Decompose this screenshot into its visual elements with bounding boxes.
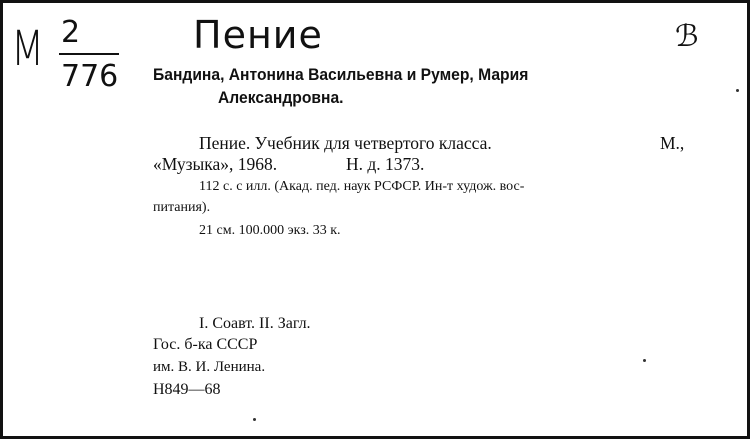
tracings: I. Соавт. II. Загл. — [199, 315, 311, 332]
extent-line-2: питания). — [153, 200, 211, 215]
shelfmark-letter: М — [11, 21, 44, 77]
library-line-2: им. В. И. Ленина. — [153, 359, 266, 375]
publisher-line: «Музыка», 1968. — [153, 154, 278, 174]
shelfmark-denominator: 776 — [61, 59, 119, 94]
handwritten-title: Пение — [193, 13, 323, 57]
authors-line-2: Александровна. — [218, 88, 344, 107]
shelfmark-fraction-bar — [59, 53, 119, 55]
library-line-1: Гос. б-ка СССР — [153, 336, 258, 353]
handwritten-mark: ℬ — [675, 19, 699, 54]
scan-speck — [253, 418, 256, 421]
price-note: Н. д. 1373. — [346, 154, 425, 174]
card-number: Н849—68 — [153, 381, 221, 398]
shelfmark-numerator: 2 — [61, 15, 81, 50]
title-line: Пение. Учебник для четвертого класса. — [199, 133, 492, 153]
authors-line-1: Бандина, Антонина Васильевна и Румер, Мария — [153, 65, 529, 84]
scan-speck — [736, 89, 739, 92]
size-line: 21 см. 100.000 экз. 33 к. — [199, 223, 341, 238]
scan-speck — [643, 359, 646, 362]
extent-line-1: 112 с. с илл. (Акад. пед. наук РСФСР. Ин-т худож. вос- — [199, 179, 525, 194]
place-of-publication: М., — [660, 133, 685, 153]
